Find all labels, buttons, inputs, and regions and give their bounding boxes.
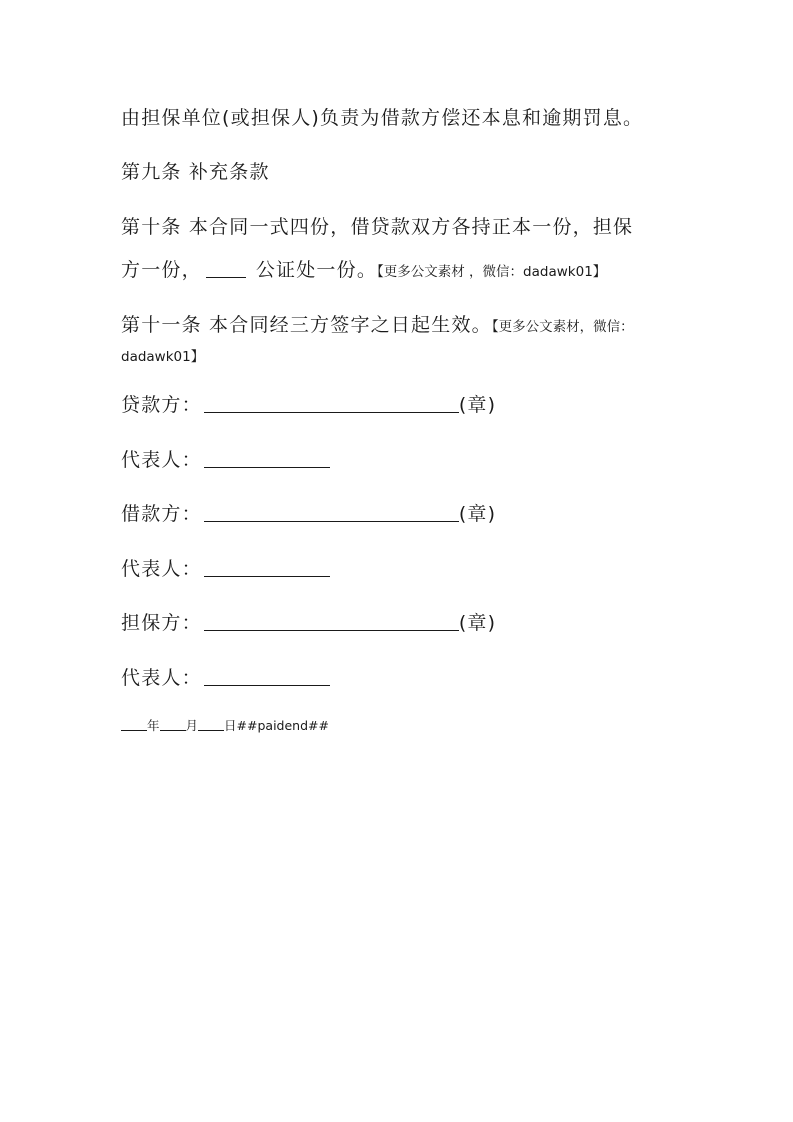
month-blank: [160, 718, 186, 731]
year-blank: [121, 718, 147, 731]
signature-blank: [204, 449, 330, 468]
signature-blank: [204, 667, 330, 686]
promo-note: 【更多公文素材，微信：: [491, 319, 634, 335]
article-text: 第十条 本合同一式四份，借贷款双方各持正本一份，担保: [121, 216, 634, 238]
signature-blank: [204, 503, 459, 522]
month-label: 月: [185, 718, 199, 733]
end-marker: ##paidend##: [236, 718, 329, 733]
signature-label: 借款方：: [121, 503, 202, 525]
article-eleven-line-1: [121, 313, 634, 339]
paragraph-guarantor-liability: [121, 106, 643, 130]
article-ten-line-1: [121, 215, 633, 239]
signature-blank: [204, 558, 330, 577]
article-nine-heading: [121, 160, 270, 184]
signature-guarantor: [121, 611, 496, 635]
signature-blank: [204, 394, 459, 413]
article-eleven-line-2: [121, 345, 204, 369]
day-blank: [198, 718, 224, 731]
signature-guarantor-representative: [121, 666, 330, 690]
article-text: 第九条 补充条款: [121, 161, 270, 183]
signature-borrower-representative: [121, 557, 330, 581]
blank-field: [206, 259, 246, 278]
signature-label: 代表人：: [121, 667, 202, 689]
article-text: 第十一条 本合同经三方签字之日起生效。: [121, 314, 492, 336]
article-text: 公证处一份。: [255, 259, 378, 281]
year-label: 年: [147, 718, 160, 733]
date-line: [121, 714, 329, 738]
signature-label: 贷款方：: [121, 394, 202, 416]
promo-note: 【更多公文素材 ，微信：dadawk01】: [377, 264, 607, 280]
signature-blank: [204, 612, 459, 631]
signature-borrower: [121, 502, 496, 526]
signature-label: 担保方：: [121, 612, 202, 634]
promo-note: dadawk01】: [121, 349, 205, 365]
signature-label: 代表人：: [121, 558, 202, 580]
day-label: 日: [224, 718, 237, 733]
article-ten-line-2: [121, 258, 606, 284]
signature-lender: [121, 393, 496, 417]
seal-suffix: (章): [458, 394, 497, 416]
seal-suffix: (章): [458, 612, 497, 634]
paragraph-text: 由担保单位(或担保人)负责为借款方偿还本息和逾期罚息。: [121, 107, 644, 129]
seal-suffix: (章): [458, 503, 497, 525]
signature-label: 代表人：: [121, 449, 202, 471]
signature-lender-representative: [121, 448, 330, 472]
article-text: 方一份，: [121, 259, 202, 281]
